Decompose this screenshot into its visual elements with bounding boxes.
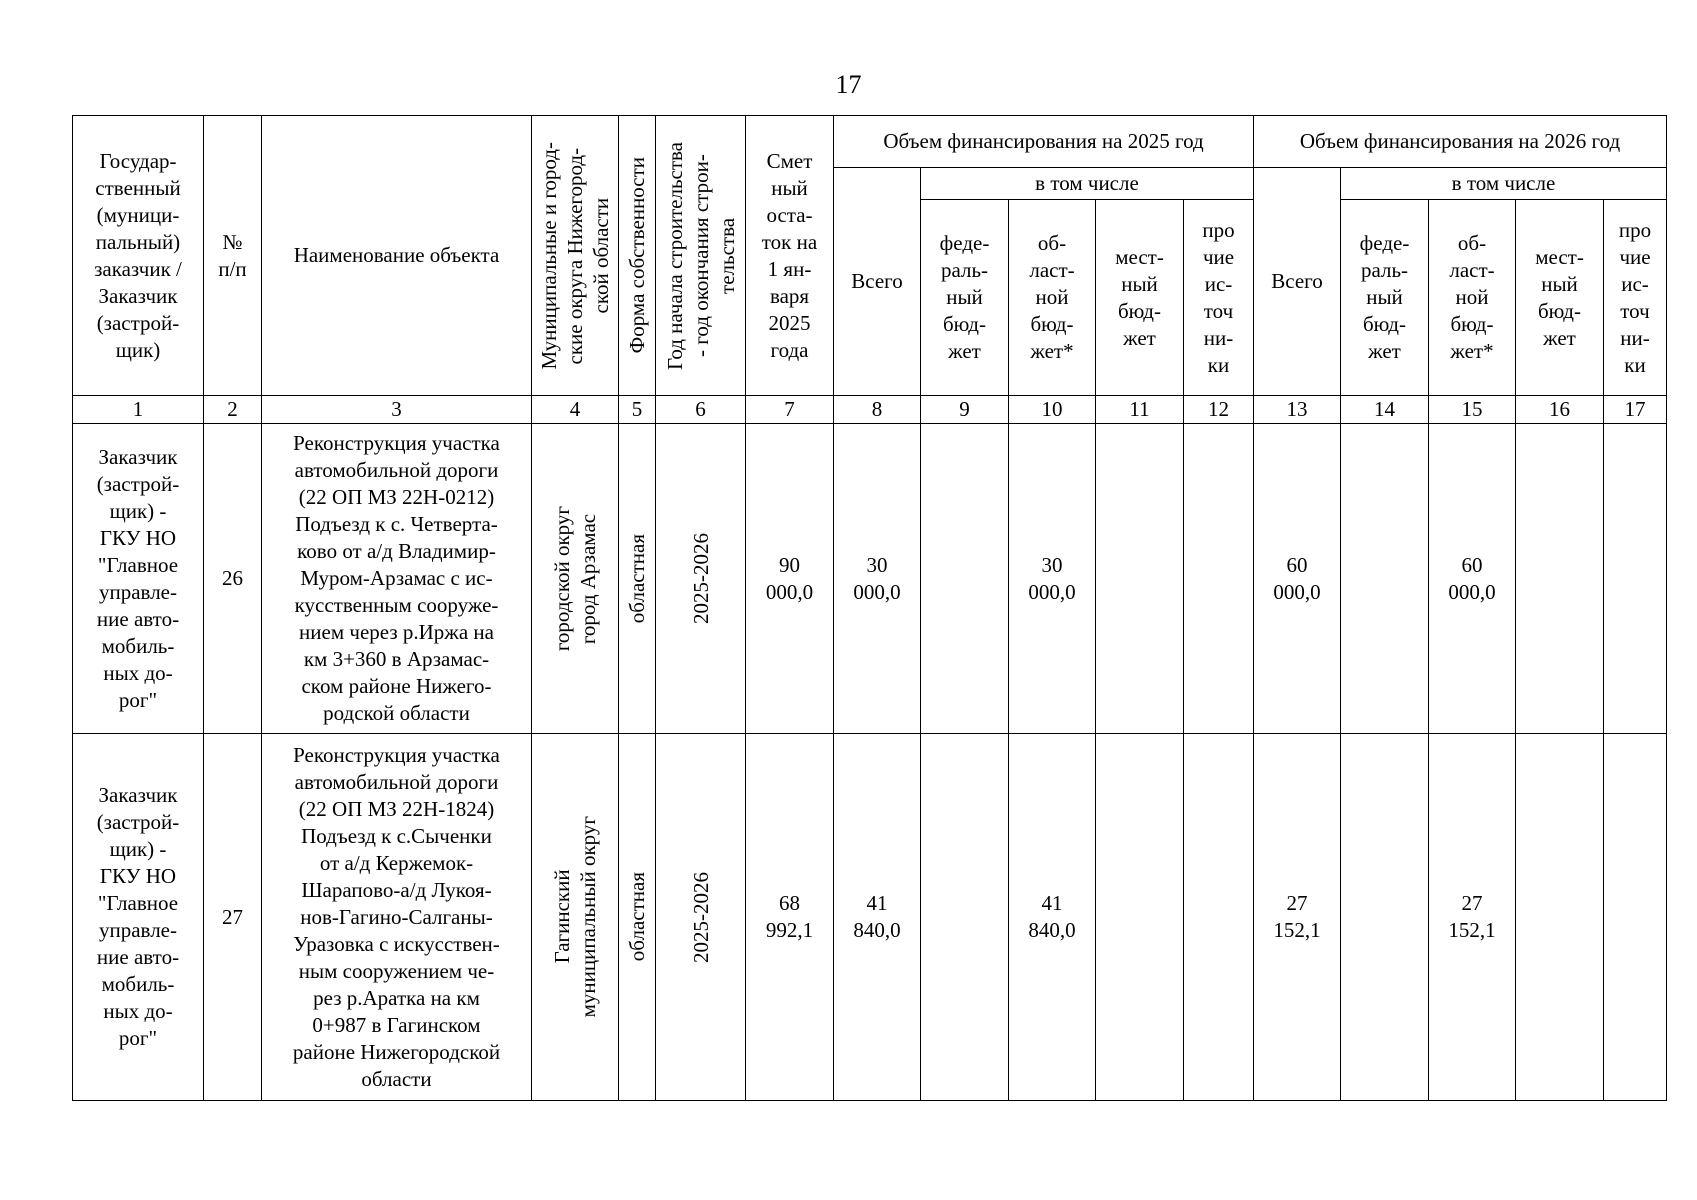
row-years [656, 734, 746, 1101]
row-total-2026: 60 000,0 [1254, 424, 1341, 734]
header-total-2026: Всего [1254, 168, 1341, 396]
column-index: 14 [1341, 396, 1429, 424]
row-other-2025 [1184, 734, 1254, 1101]
row-municipality-text: Гагинский муниципальный округ [550, 816, 600, 1018]
header-total-2025: Всего [834, 168, 921, 396]
row-federal-2026 [1341, 734, 1429, 1101]
row-years-text: 2025-2026 [688, 871, 713, 963]
row-ownership [619, 734, 656, 1101]
column-index-row [73, 396, 1667, 424]
header-including-2026: в том числе [1341, 168, 1667, 200]
header-municipality-text: Муниципальные и город- ские округа Нижегород- ской области [537, 141, 613, 370]
row-object-name: Реконструкция участка автомобильной дороги (22 ОП МЗ 22Н-1824) Подъезд к с.Сыченки от а/д Кержемок- Шарапово-а/д Лукоя- нов-Гагино-Салганы- Уразовка с искусствен- ным сооружением че- рез р.Аратка на км 0+987 в Гагинском районе Нижегородской области [262, 734, 532, 1101]
column-index: 2 [204, 396, 262, 424]
row-other-2025 [1184, 424, 1254, 734]
header-regional-2026: об- ласт- ной бюд- жет* [1429, 200, 1516, 396]
row-years [656, 424, 746, 734]
row-federal-2025 [921, 734, 1009, 1101]
header-years [656, 116, 746, 396]
row-municipality [532, 734, 619, 1101]
header-ownership-text: Форма собственности [625, 157, 649, 354]
header-federal-2025: феде- раль- ный бюд- жет [921, 200, 1009, 396]
header-object-name: Наименование объекта [262, 116, 532, 396]
page-number: 17 [835, 70, 862, 99]
row-federal-2025 [921, 424, 1009, 734]
column-index: 11 [1096, 396, 1184, 424]
header-other-2026: про чие ис- точ ни- ки [1604, 200, 1667, 396]
row-balance: 90 000,0 [746, 424, 834, 734]
financing-table [72, 115, 1667, 1101]
column-index: 12 [1184, 396, 1254, 424]
row-total-2025: 30 000,0 [834, 424, 921, 734]
column-index: 7 [746, 396, 834, 424]
column-index: 9 [921, 396, 1009, 424]
row-ownership [619, 424, 656, 734]
header-ownership [619, 116, 656, 396]
header-including-2025: в том числе [921, 168, 1254, 200]
column-index: 3 [262, 396, 532, 424]
row-regional-2026: 60 000,0 [1429, 424, 1516, 734]
row-ownership-text: областная [625, 533, 649, 624]
row-local-2025 [1096, 424, 1184, 734]
column-index: 1 [73, 396, 204, 424]
row-regional-2025: 41 840,0 [1009, 734, 1096, 1101]
header-regional-2025: об- ласт- ной бюд- жет* [1009, 200, 1096, 396]
row-local-2026 [1516, 734, 1604, 1101]
row-federal-2026 [1341, 424, 1429, 734]
header-local-2025: мест- ный бюд- жет [1096, 200, 1184, 396]
row-object-name: Реконструкция участка автомобильной дороги (22 ОП МЗ 22Н-0212) Подъезд к с. Четверта- ково от а/д Владимир- Муром-Арзамас с ис- кусственным сооруже- нием через р.Иржа на км 3+360 в Арзамас- ском районе Нижего- родской области [262, 424, 532, 734]
column-index: 16 [1516, 396, 1604, 424]
header-fin-2025: Объем финансирования на 2025 год [834, 116, 1254, 168]
table-row [73, 734, 1667, 1101]
row-municipality [532, 424, 619, 734]
row-customer: Заказчик (застрой- щик) - ГКУ НО "Главное управле- ние авто- мобиль- ных до- рог" [73, 734, 204, 1101]
row-local-2025 [1096, 734, 1184, 1101]
header-other-2025: про чие ис- точ ни- ки [1184, 200, 1254, 396]
row-years-text: 2025-2026 [688, 533, 713, 624]
row-regional-2025: 30 000,0 [1009, 424, 1096, 734]
row-num: 27 [204, 734, 262, 1101]
column-index: 8 [834, 396, 921, 424]
row-customer: Заказчик (застрой- щик) - ГКУ НО "Главное управле- ние авто- мобиль- ных до- рог" [73, 424, 204, 734]
row-balance: 68 992,1 [746, 734, 834, 1101]
row-local-2026 [1516, 424, 1604, 734]
row-municipality-text: городской округ город Арзамас [550, 505, 600, 652]
header-customer: Государ- ственный (муници- пальный) заказчик / Заказчик (застрой- щик) [73, 116, 204, 396]
column-index: 10 [1009, 396, 1096, 424]
column-index: 4 [532, 396, 619, 424]
header-balance: Смет ный оста- ток на 1 ян- варя 2025 года [746, 116, 834, 396]
column-index: 17 [1604, 396, 1667, 424]
column-index: 13 [1254, 396, 1341, 424]
row-total-2025: 41 840,0 [834, 734, 921, 1101]
row-other-2026 [1604, 424, 1667, 734]
row-other-2026 [1604, 734, 1667, 1101]
row-num: 26 [204, 424, 262, 734]
column-index: 5 [619, 396, 656, 424]
row-ownership-text: областная [625, 872, 649, 962]
row-regional-2026: 27 152,1 [1429, 734, 1516, 1101]
row-total-2026: 27 152,1 [1254, 734, 1341, 1101]
header-years-text: Год начала строительства - год окончания строи- тельства [662, 141, 739, 370]
header-local-2026: мест- ный бюд- жет [1516, 200, 1604, 396]
column-index: 6 [656, 396, 746, 424]
header-fin-2026: Объем финансирования на 2026 год [1254, 116, 1667, 168]
header-num: № п/п [204, 116, 262, 396]
table-row [73, 424, 1667, 734]
header-federal-2026: феде- раль- ный бюд- жет [1341, 200, 1429, 396]
column-index: 15 [1429, 396, 1516, 424]
header-municipality [532, 116, 619, 396]
